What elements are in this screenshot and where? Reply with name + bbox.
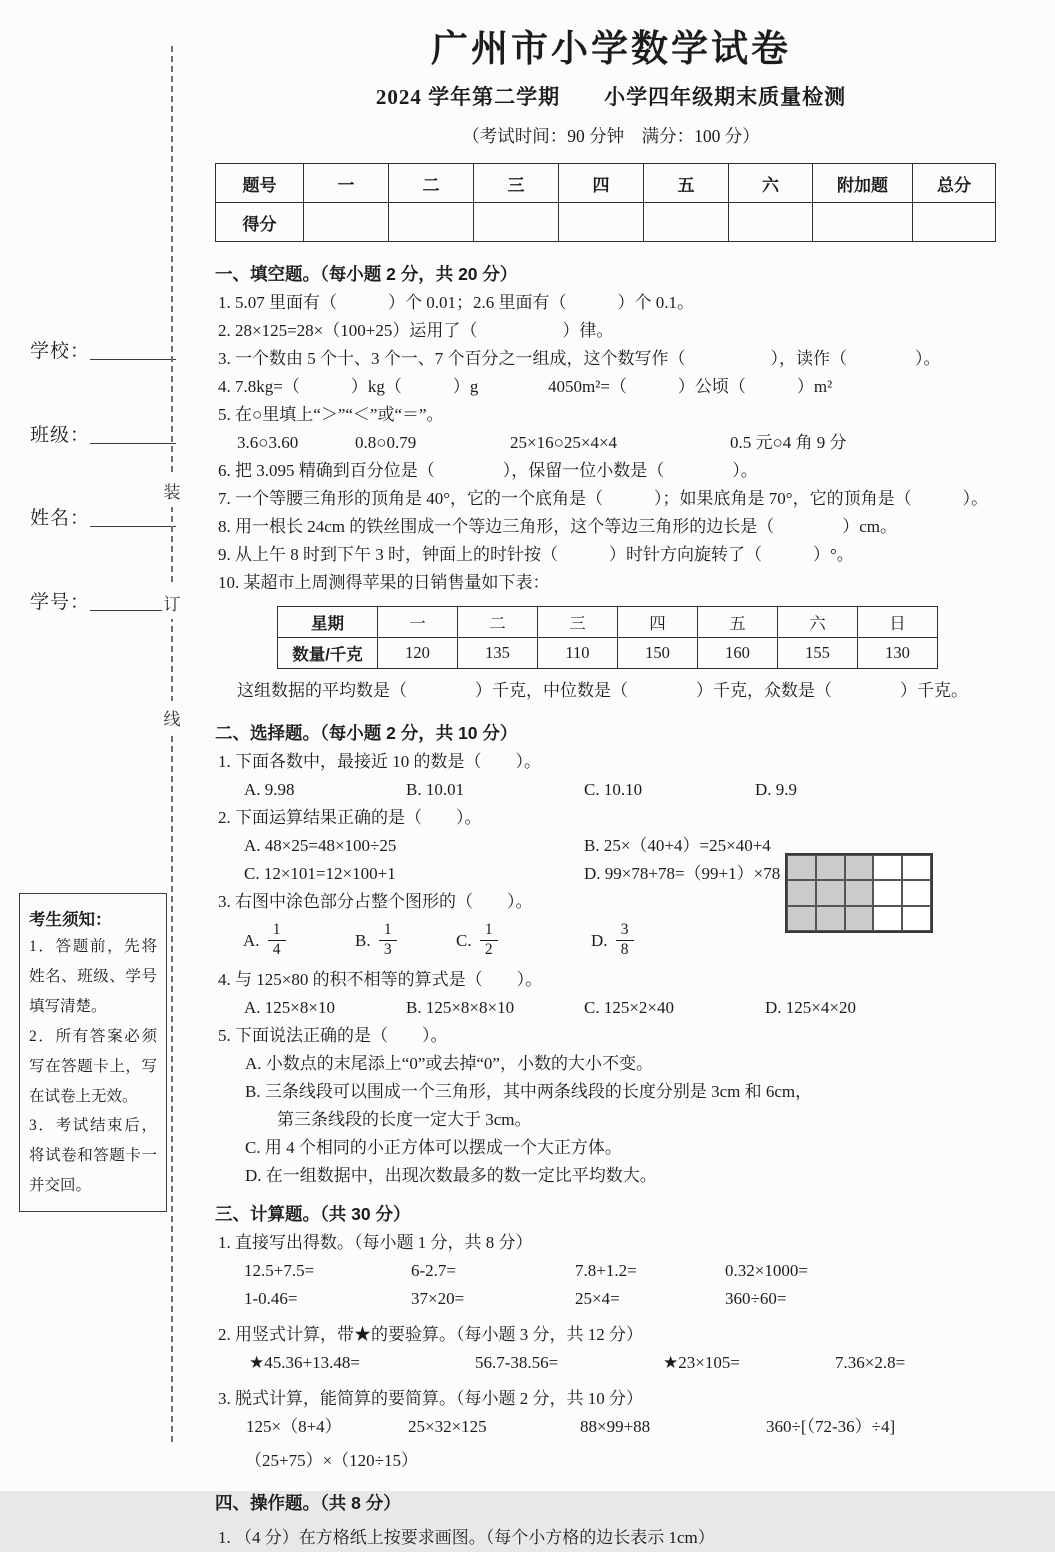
student-id-field — [30, 587, 176, 614]
sales-data-cell: 155 — [778, 638, 858, 669]
choice-q4-options — [215, 994, 1007, 1022]
calc-expression: 7.36×2.8= — [835, 1353, 906, 1372]
choice-q5-option-b-cont: 第三条线段的长度一定大于 3cm。 — [277, 1110, 532, 1129]
fraction — [480, 921, 498, 959]
sales-data-cell: 120 — [378, 638, 458, 669]
notice-title: 考生须知： — [29, 910, 112, 929]
class-blank-line — [90, 424, 176, 444]
score-row-label: 得分 — [216, 203, 304, 242]
fill-q5-item-3: 25×16○25×4×4 — [510, 433, 618, 452]
score-empty-cell — [389, 203, 474, 242]
score-empty-cell — [644, 203, 729, 242]
fill-q10: 10. 某超市上周测得苹果的日销售量如下表： — [218, 573, 550, 592]
fill-q4-part2: 4050m²=（ ）公顷（ ）m² — [548, 377, 833, 396]
sales-header-cell: 日 — [858, 607, 938, 638]
calc-expression: ★23×105= — [663, 1353, 740, 1372]
calc-q2: 2. 用竖式计算，带★的要验算。（每小题 3 分，共 12 分） — [218, 1325, 643, 1344]
calc-expression: ★45.36+13.48= — [249, 1353, 360, 1372]
section-calc-heading: 三、计算题。（共 30 分） — [215, 1204, 411, 1224]
score-table — [215, 163, 996, 242]
score-empty-cell — [559, 203, 644, 242]
choice-q3-option-c — [456, 916, 500, 966]
calc-expression: 25×32×125 — [408, 1417, 487, 1436]
choice-q4: 4. 与 125×80 的积不相等的算式是（ ）。 — [218, 970, 543, 989]
fraction — [616, 921, 634, 959]
choice-q1: 1. 下面各数中，最接近 10 的数是（ ）。 — [218, 752, 541, 771]
sales-data-cell: 135 — [458, 638, 538, 669]
fraction-numerator: 3 — [616, 921, 634, 941]
class-field — [30, 420, 176, 447]
score-empty-cell — [474, 203, 559, 242]
sales-data-cell: 130 — [858, 638, 938, 669]
choice-q3-option-b — [355, 916, 399, 966]
sales-data-cell: 150 — [618, 638, 698, 669]
section-choice-heading: 二、选择题。（每小题 2 分，共 10 分） — [215, 723, 518, 743]
choice-q2-option-a: A. 48×25=48×100÷25 — [244, 836, 397, 855]
choice-q1-option-c: C. 10.10 — [584, 780, 643, 799]
fraction-denominator: 4 — [272, 940, 281, 958]
fill-q5: 5. 在○里填上“＞”“＜”或“＝”。 — [218, 405, 444, 424]
sales-header-cell: 五 — [698, 607, 778, 638]
sales-header-cell: 三 — [538, 607, 618, 638]
sales-data-cell: 110 — [538, 638, 618, 669]
option-label: A. — [243, 931, 260, 950]
choice-q4-option-d: D. 125×4×20 — [765, 998, 856, 1017]
calc-expression: 37×20= — [411, 1289, 465, 1308]
choice-q4-option-b: B. 125×8×8×10 — [406, 998, 515, 1017]
fill-q3: 3. 一个数由 5 个十、3 个一、7 个百分之一组成，这个数写作（ ），读作（ ）。 — [218, 349, 941, 368]
name-field — [30, 503, 176, 530]
calc-expression: 88×99+88 — [580, 1417, 651, 1436]
score-empty-cell — [913, 203, 996, 242]
sales-data-row — [278, 638, 938, 669]
score-header-cell: 一 — [304, 164, 389, 203]
sales-header-cell: 六 — [778, 607, 858, 638]
option-label: B. — [355, 931, 371, 950]
fill-q4-part1: 4. 7.8kg=（ ）kg（ ）g — [218, 377, 479, 396]
fraction-numerator: 1 — [480, 921, 498, 941]
score-empty-cell — [304, 203, 389, 242]
choice-q3-option-d — [591, 916, 636, 966]
school-label: 学校： — [30, 341, 91, 362]
page-title: 广州市小学数学试卷 — [431, 29, 791, 70]
fill-q5-items-row — [215, 429, 1007, 457]
sales-data-cell: 数量/千克 — [278, 638, 378, 669]
examinee-notice-box — [19, 893, 167, 1212]
binding-char-xian: 线 — [162, 701, 182, 734]
calc-q1: 1. 直接写出得数。（每小题 1 分，共 8 分） — [218, 1233, 533, 1252]
sales-header-cell: 四 — [618, 607, 698, 638]
fraction — [379, 921, 397, 959]
fill-q6: 6. 把 3.095 精确到百分位是（ ），保留一位小数是（ ）。 — [218, 461, 758, 480]
fill-q8: 8. 用一根长 24cm 的铁丝围成一个等边三角形，这个等边三角形的边长是（ ）cm。 — [218, 517, 898, 536]
binding-char-zhuang: 装 — [162, 474, 182, 507]
choice-q5-option-d: D. 在一组数据中，出现次数最多的数一定比平均数大。 — [245, 1166, 657, 1185]
score-empty-cell — [729, 203, 813, 242]
draw-q1: 1. （4 分）在方格纸上按要求画图。（每个小方格的边长表示 1cm） — [218, 1528, 715, 1547]
binding-char-ding: 订 — [162, 586, 182, 619]
notice-line-3: 3．考试结束后，将试卷和答题卡一并交回。 — [29, 1117, 157, 1195]
choice-q2-option-b: B. 25×（40+4）=25×40+4 — [584, 836, 771, 855]
calc-expression: 1-0.46= — [244, 1289, 298, 1308]
choice-q4-option-c: C. 125×2×40 — [584, 998, 675, 1017]
choice-q3-option-a — [243, 916, 288, 966]
fraction-denominator: 3 — [383, 940, 392, 958]
score-empty-cell — [813, 203, 913, 242]
score-header-cell: 五 — [644, 164, 729, 203]
score-table-header-row — [216, 164, 996, 203]
fill-q7: 7. 一个等腰三角形的顶角是 40°，它的一个底角是（ ）；如果底角是 70°，它的顶角是（ ）。 — [218, 489, 989, 508]
calc-expression: 25×4= — [575, 1289, 620, 1308]
sales-table — [277, 606, 938, 669]
binding-dashed-line — [171, 46, 173, 1442]
choice-q2-options-row2 — [215, 860, 1007, 888]
class-label: 班级： — [30, 425, 91, 446]
calc-q2-row — [215, 1349, 1007, 1377]
fraction-denominator: 8 — [620, 940, 629, 958]
fill-q1: 1. 5.07 里面有（ ）个 0.01；2.6 里面有（ ）个 0.1。 — [218, 293, 694, 312]
calc-q3-row1 — [215, 1413, 1007, 1441]
school-blank-line — [90, 340, 176, 360]
calc-expression: 360÷60= — [725, 1289, 787, 1308]
fill-q2: 2. 28×125=28×（100+25）运用了（ ）律。 — [218, 321, 614, 340]
choice-q3-options — [215, 916, 1007, 966]
calc-expression: 125×（8+4） — [246, 1417, 342, 1436]
score-header-cell: 题号 — [216, 164, 304, 203]
choice-q2: 2. 下面运算结果正确的是（ ）。 — [218, 808, 482, 827]
fill-q5-item-4: 0.5 元○4 角 9 分 — [730, 433, 847, 452]
section-fill-heading: 一、填空题。（每小题 2 分，共 20 分） — [215, 264, 518, 284]
choice-q1-options — [215, 776, 1007, 804]
choice-q1-option-a: A. 9.98 — [244, 780, 295, 799]
calc-expression: 56.7-38.56= — [475, 1353, 559, 1372]
score-table-score-row — [216, 203, 996, 242]
calc-expression: 0.32×1000= — [725, 1261, 808, 1280]
sales-header-row — [278, 607, 938, 638]
choice-q1-option-b: B. 10.01 — [406, 780, 465, 799]
choice-q5: 5. 下面说法正确的是（ ）。 — [218, 1026, 448, 1045]
notice-line-1: 1．答题前，先将姓名、班级、学号填写清楚。 — [29, 938, 157, 1015]
name-label: 姓名： — [30, 508, 91, 529]
fraction-numerator: 1 — [379, 921, 397, 941]
choice-q4-option-a: A. 125×8×10 — [244, 998, 335, 1017]
choice-q2-options-row1 — [215, 832, 1007, 860]
fraction — [268, 921, 286, 959]
calc-q1-row2 — [215, 1285, 1007, 1313]
score-header-cell: 二 — [389, 164, 474, 203]
sales-data-cell: 160 — [698, 638, 778, 669]
choice-q5-option-b: B. 三条线段可以围成一个三角形，其中两条线段的长度分别是 3cm 和 6cm， — [245, 1082, 813, 1101]
choice-q5-option-c: C. 用 4 个相同的小正方体可以摆成一个大正方体。 — [245, 1138, 622, 1157]
fraction-denominator: 2 — [484, 940, 493, 958]
score-header-cell: 附加题 — [813, 164, 913, 203]
choice-q5-option-a: A. 小数点的末尾添上“0”或去掉“0”，小数的大小不变。 — [245, 1054, 653, 1073]
calc-q3: 3. 脱式计算，能简算的要简算。（每小题 2 分，共 10 分） — [218, 1389, 643, 1408]
name-blank-line — [90, 507, 176, 527]
score-header-cell: 总分 — [913, 164, 996, 203]
calc-expression: 12.5+7.5= — [244, 1261, 315, 1280]
choice-q3: 3. 右图中涂色部分占整个图形的（ ）。 — [218, 892, 533, 911]
fill-q9: 9. 从上午 8 时到下午 3 时，钟面上的时针按（ ）时针方向旋转了（ ）°。 — [218, 545, 854, 564]
calc-expression: 6-2.7= — [411, 1261, 456, 1280]
fill-q5-item-2: 0.8○0.79 — [355, 433, 417, 452]
score-header-cell: 三 — [474, 164, 559, 203]
fill-q10-summary: 这组数据的平均数是（ ）千克，中位数是（ ）千克，众数是（ ）千克。 — [237, 681, 968, 700]
choice-q2-option-c: C. 12×101=12×100+1 — [244, 864, 396, 883]
calc-q1-row1 — [215, 1257, 1007, 1285]
notice-line-2: 2．所有答案必须写在答题卡上，写在试卷上无效。 — [29, 1027, 157, 1105]
school-field — [30, 336, 176, 363]
fraction-numerator: 1 — [268, 921, 286, 941]
option-label: C. — [456, 931, 472, 950]
option-label: D. — [591, 931, 608, 950]
sales-header-cell: 星期 — [278, 607, 378, 638]
exam-info: （考试时间：90 分钟 满分：100 分） — [462, 126, 760, 146]
score-header-cell: 四 — [559, 164, 644, 203]
section-draw-heading: 四、操作题。（共 8 分） — [215, 1493, 401, 1513]
fill-q4-row — [215, 373, 1007, 401]
calc-expression: 7.8+1.2= — [575, 1261, 637, 1280]
calc-expression: 360÷[（72-36）÷4] — [766, 1417, 896, 1436]
main-column — [215, 0, 1007, 1552]
calc-q3-row2: （25+75）×（120÷15） — [245, 1451, 419, 1470]
choice-q2-option-d: D. 99×78+78=（99+1）×78 — [584, 864, 781, 883]
fill-q5-item-1: 3.6○3.60 — [237, 433, 299, 452]
sales-header-cell: 一 — [378, 607, 458, 638]
page-subtitle: 2024 学年第二学期 小学四年级期末质量检测 — [375, 85, 847, 109]
choice-q1-option-d: D. 9.9 — [755, 780, 798, 799]
student-id-label: 学号： — [30, 592, 91, 613]
sales-header-cell: 二 — [458, 607, 538, 638]
score-header-cell: 六 — [729, 164, 813, 203]
